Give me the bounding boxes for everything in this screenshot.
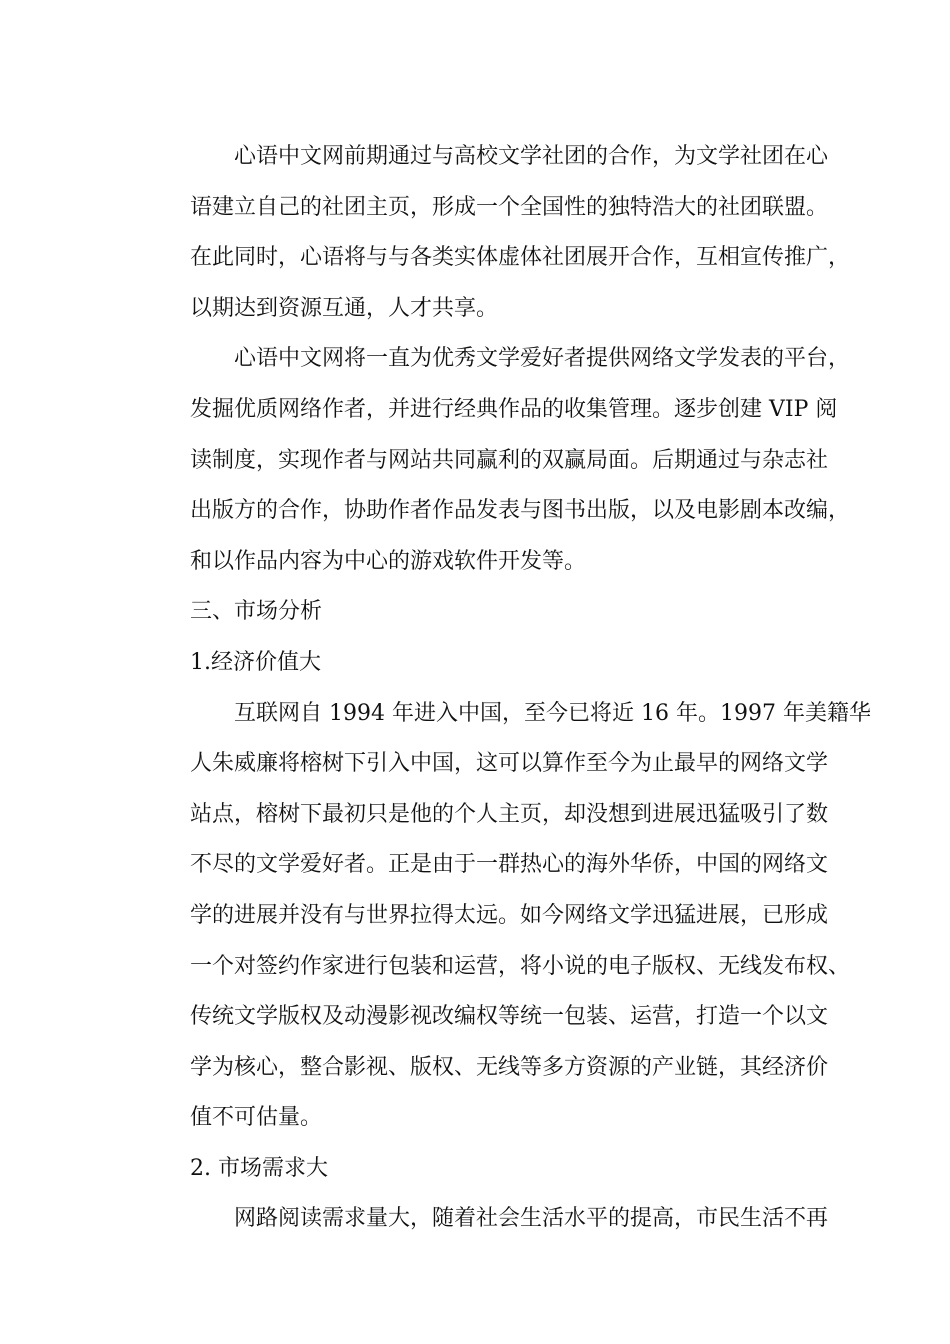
paragraph-line: 学为核心，整合影视、版权、无线等多方资源的产业链，其经济价 [190, 1054, 829, 1080]
paragraph-3 [146, 689, 871, 1144]
document-body [146, 132, 871, 1245]
paragraph-line: 读制度，实现作者与网站共同赢利的双赢局面。后期通过与杂志社 [190, 447, 829, 473]
paragraph-1 [146, 132, 851, 334]
paragraph-line: 发掘优质网络作者，并进行经典作品的收集管理。逐步创建 VIP 阅 [190, 396, 838, 422]
paragraph-4 [146, 1194, 829, 1245]
subheading-economic-value: 1.经济价值大 [190, 649, 321, 675]
paragraph-line: 值不可估量。 [190, 1105, 323, 1131]
paragraph-line: 以期达到资源互通，人才共享。 [190, 295, 499, 321]
paragraph-line: 不尽的文学爱好者。正是由于一群热心的海外华侨，中国的网络文 [190, 852, 829, 878]
section-heading: 三、市场分析 [190, 599, 323, 625]
paragraph-line: 学的进展并没有与世界拉得太远。如今网络文学迅猛进展，已形成 [190, 902, 829, 928]
subheading-market-demand: 2. 市场需求大 [190, 1155, 328, 1181]
paragraph-line: 互联网自 1994 年进入中国，至今已将近 16 年。1997 年美籍华 [234, 700, 871, 726]
paragraph-line: 心语中文网将一直为优秀文学爱好者提供网络文学发表的平台， [234, 346, 851, 372]
paragraph-line: 传统文学版权及动漫影视改编权等统一包装、运营，打造一个以文 [190, 1004, 829, 1030]
paragraph-line: 在此同时，心语将与与各类实体虚体社团展开合作，互相宣传推广， [190, 245, 851, 271]
paragraph-line: 出版方的合作，协助作者作品发表与图书出版，以及电影剧本改编， [190, 498, 851, 524]
paragraph-line: 心语中文网前期通过与高校文学社团的合作，为文学社团在心 [234, 144, 829, 169]
paragraph-line: 和以作品内容为中心的游戏软件开发等。 [190, 548, 587, 574]
paragraph-line: 语建立自己的社团主页，形成一个全国性的独特浩大的社团联盟。 [190, 194, 829, 220]
paragraph-2 [146, 334, 851, 587]
paragraph-line: 人朱威廉将榕树下引入中国，这可以算作至今为止最早的网络文学 [190, 751, 829, 777]
paragraph-line: 一个对签约作家进行包装和运营，将小说的电子版权、无线发布权、 [190, 953, 851, 979]
paragraph-line: 网路阅读需求量大，随着社会生活水平的提高，市民生活不再 [234, 1206, 829, 1232]
paragraph-line: 站点，榕树下最初只是他的个人主页，却没想到进展迅猛吸引了数 [190, 801, 829, 827]
